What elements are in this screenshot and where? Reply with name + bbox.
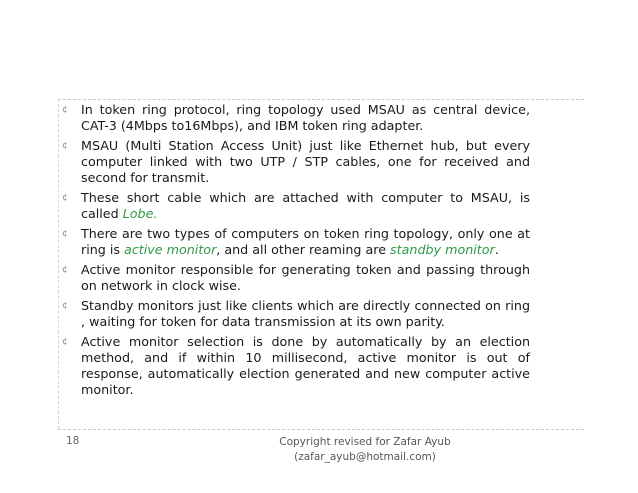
bullet-item [62, 226, 530, 258]
copyright-email: (zafar_ayub@hotmail.com) [294, 451, 436, 463]
term-active-monitor: active monitor [124, 242, 217, 257]
term-standby-monitor: standby monitor [390, 242, 495, 257]
bullet-item [62, 334, 530, 398]
bullet-icon: ¢ [62, 301, 68, 311]
bullet-icon: ¢ [62, 141, 68, 151]
bullet-text: MSAU (Multi Station Access Unit) just like Ethernet hub, but every computer linked with two UTP / STP cables, one for received and second for transmit. [81, 138, 530, 185]
footer-divider [58, 429, 584, 430]
copyright-line: Copyright revised for Zafar Ayub [279, 436, 451, 448]
bullet-item [62, 262, 530, 294]
bullet-text: Active monitor responsible for generating token and passing through on network in clock wise. [81, 262, 530, 293]
left-divider [58, 99, 59, 429]
bullet-icon: ¢ [62, 265, 68, 275]
bullet-icon: ¢ [62, 105, 68, 115]
bullet-icon: ¢ [62, 229, 68, 239]
bullet-text: Standby monitors just like clients which are directly connected on ring , waiting for token for data transmission at its own parity. [81, 298, 530, 329]
bullet-text: In token ring protocol, ring topology used MSAU as central device, CAT-3 (4Mbps to16Mbps), and IBM token ring adapter. [81, 102, 530, 133]
bullet-icon: ¢ [62, 337, 68, 347]
term-lobe: Lobe. [122, 206, 158, 221]
bullet-text: Active monitor selection is done by automatically by an election method, and if within 10 millisecond, active monitor is out of response, automatically election generated and new computer active monitor. [81, 334, 530, 397]
bullet-text: . [494, 242, 499, 257]
bullet-item [62, 102, 530, 134]
bullet-icon: ¢ [62, 193, 68, 203]
copyright-footer [250, 435, 480, 465]
bullet-item [62, 190, 530, 222]
bullet-list [62, 102, 530, 402]
top-divider [58, 99, 584, 100]
bullet-text: , and all other reaming are [216, 242, 391, 257]
bullet-item [62, 298, 530, 330]
bullet-text: There are two types of computers on token ring topology, only one at ring is [81, 226, 530, 257]
page-number: 18 [66, 435, 80, 447]
bullet-item [62, 138, 530, 186]
bullet-text: These short cable which are attached with computer to MSAU, is called [81, 190, 530, 221]
